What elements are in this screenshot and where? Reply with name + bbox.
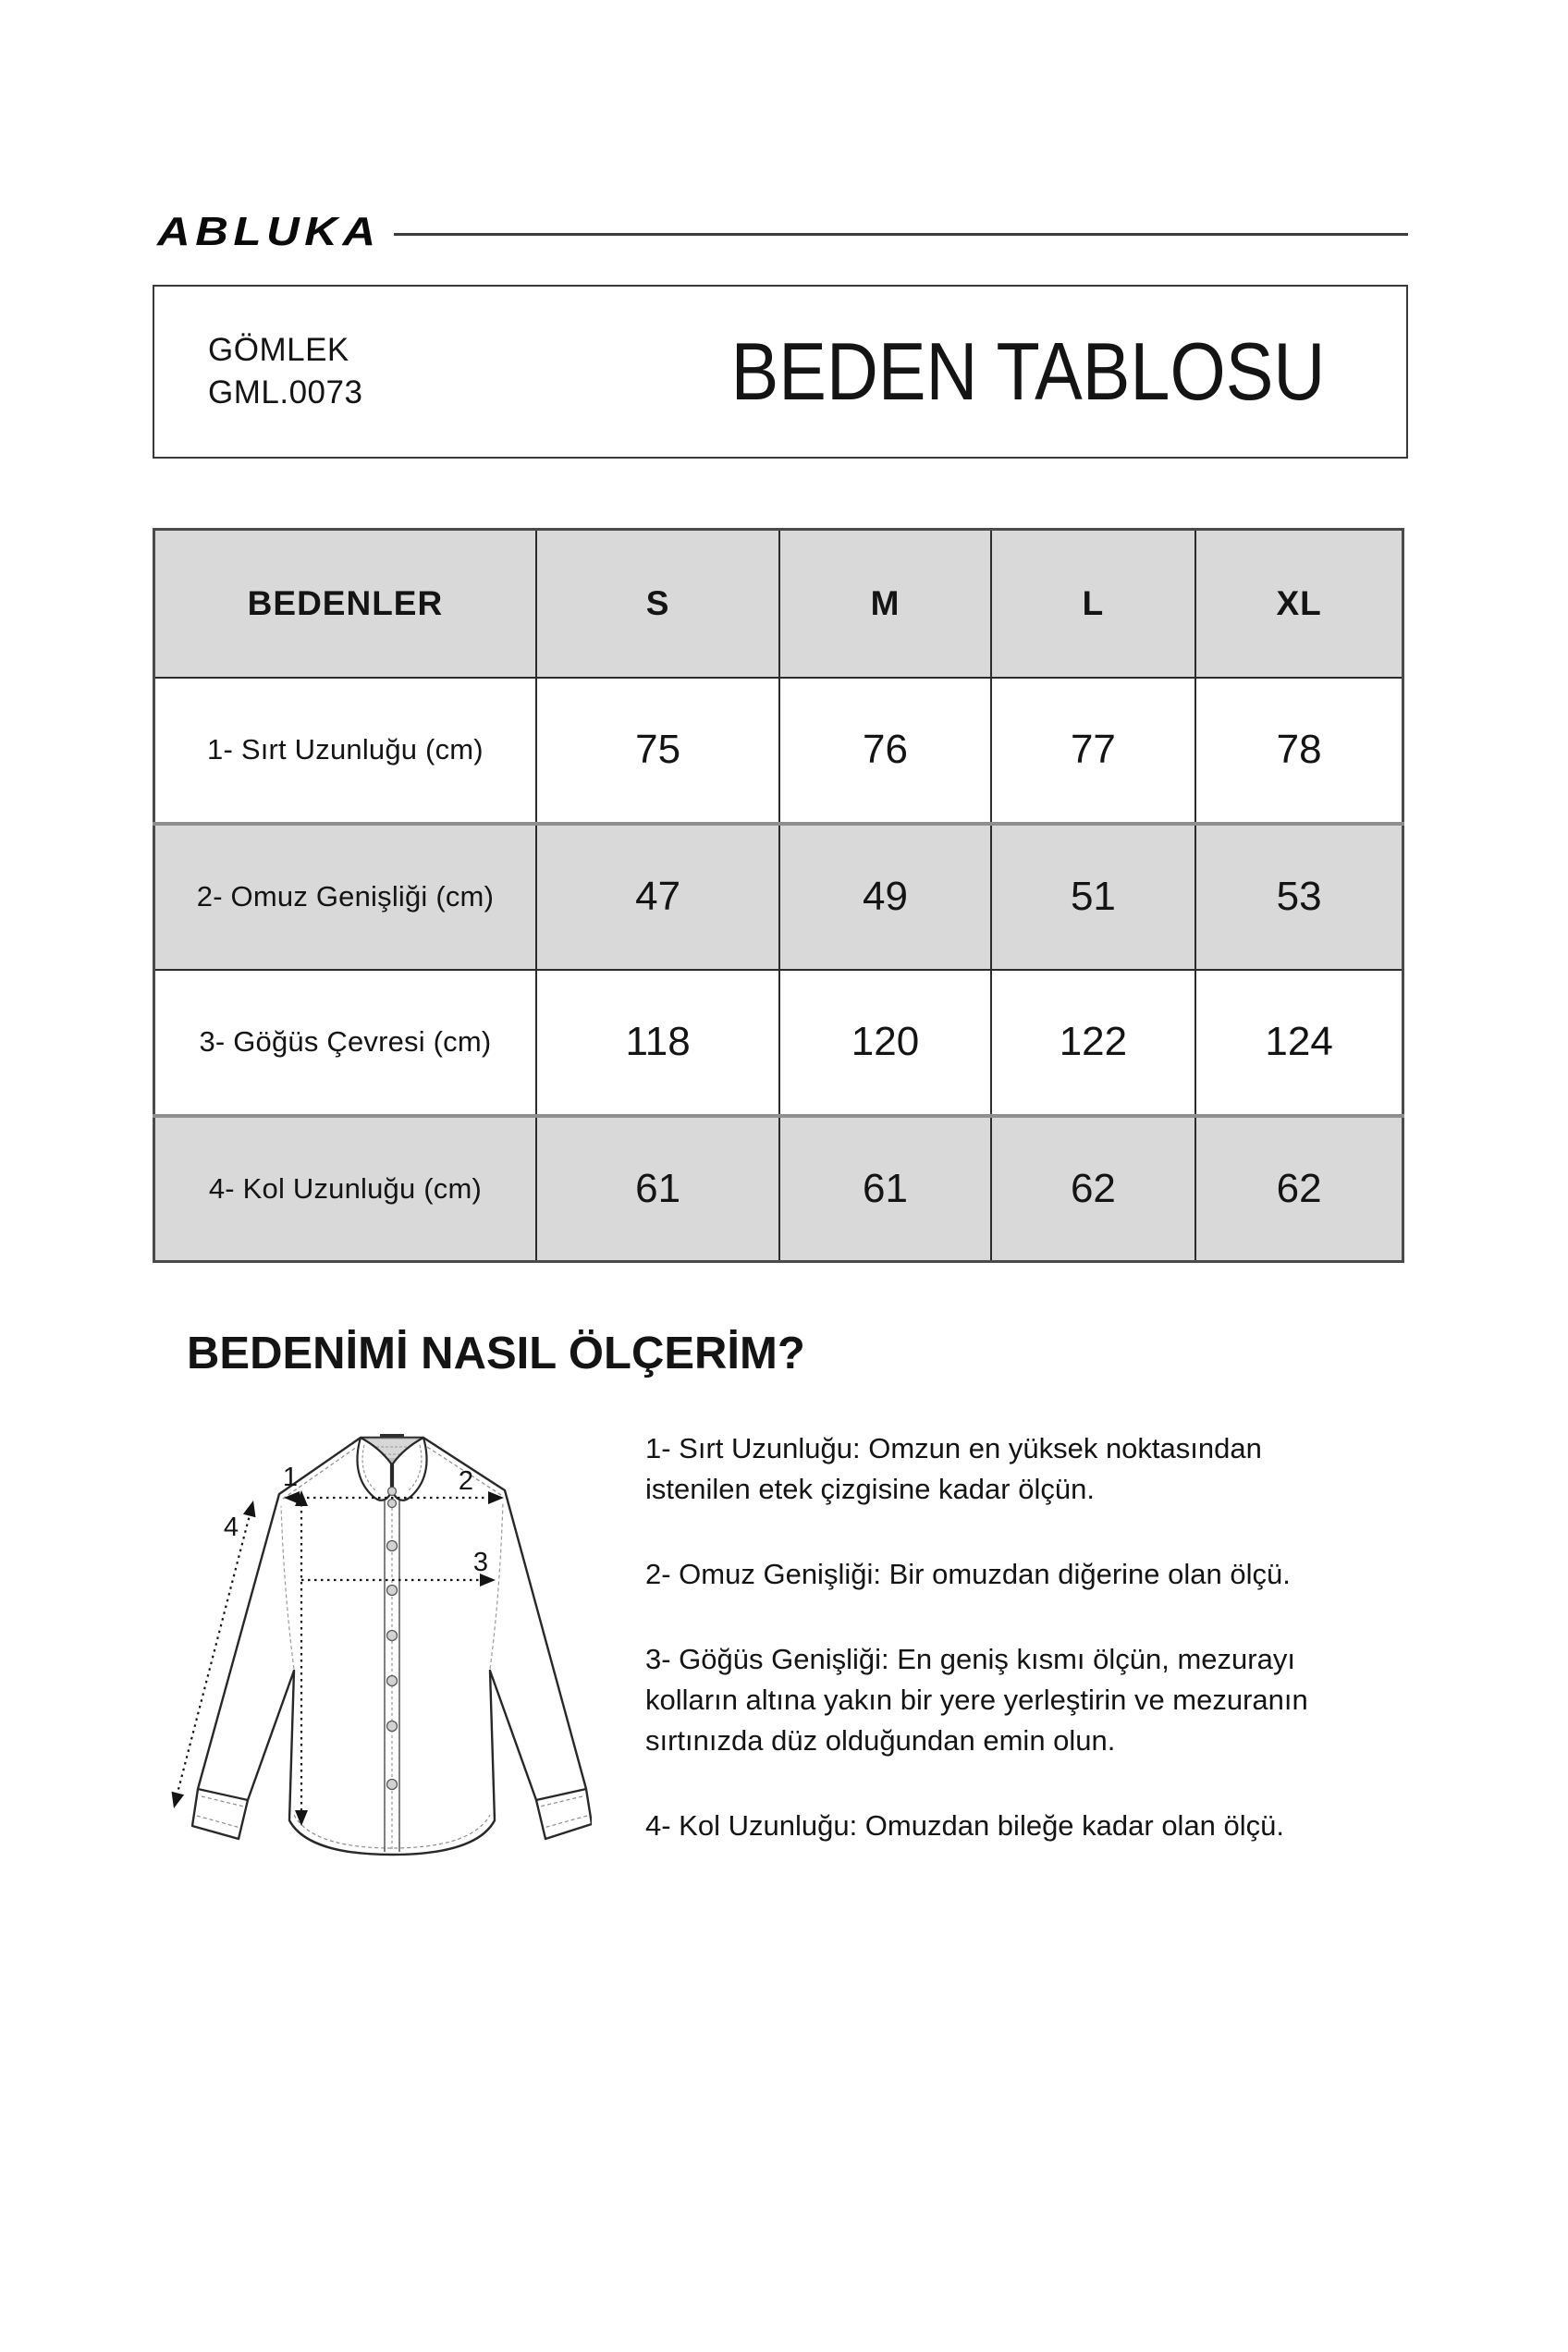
table-row: [154, 970, 1403, 1116]
cell-value: 124: [1195, 970, 1403, 1116]
instruction-sirt-uzunlugu: 1- Sırt Uzunluğu: Omzun en yüksek noktasından istenilen etek çizgisine kadar ölçün.: [645, 1432, 1262, 1506]
col-header-xl: XL: [1195, 530, 1403, 678]
col-header-l: L: [991, 530, 1196, 678]
col-header-s: S: [536, 530, 779, 678]
cell-value: 51: [991, 824, 1196, 970]
row-label-sirt-uzunlugu: 1- Sırt Uzunluğu (cm): [207, 733, 484, 766]
table-row: [154, 824, 1403, 970]
cell-value: 62: [991, 1116, 1196, 1262]
table-row: [154, 1116, 1403, 1262]
row-label-omuz-genisligi: 2- Omuz Genişliği (cm): [196, 880, 495, 913]
size-table: [153, 528, 1404, 1263]
product-code: GML.0073: [208, 374, 363, 410]
cell-value: 118: [536, 970, 779, 1116]
header-rule: [394, 233, 1408, 236]
col-header-m: M: [779, 530, 990, 678]
shirt-diagram: [155, 1432, 592, 1862]
measure-section-heading: BEDENİMİ NASIL ÖLÇERİM?: [187, 1329, 805, 1378]
row-label-kol-uzunlugu: 4- Kol Uzunluğu (cm): [208, 1171, 483, 1205]
diagram-label-2: 2: [458, 1466, 474, 1496]
diagram-label-3: 3: [472, 1548, 489, 1577]
cell-value: 75: [536, 678, 779, 824]
cell-value: 76: [779, 678, 990, 824]
size-table-header-row: [154, 530, 1403, 678]
title-box: [153, 285, 1408, 459]
cell-value: 120: [779, 970, 990, 1116]
diagram-label-4: 4: [223, 1513, 239, 1542]
measure-instructions: [645, 1428, 1365, 1891]
cell-value: 62: [1195, 1116, 1403, 1262]
cell-value: 122: [991, 970, 1196, 1116]
cell-value: 61: [779, 1116, 990, 1262]
cell-value: 78: [1195, 678, 1403, 824]
cell-value: 53: [1195, 824, 1403, 970]
product-type: GÖMLEK: [208, 331, 349, 368]
table-row: [154, 678, 1403, 824]
instruction-omuz-genisligi: 2- Omuz Genişliği: Bir omuzdan diğerine olan ölçü.: [645, 1558, 1291, 1591]
cell-value: 49: [779, 824, 990, 970]
instruction-kol-uzunlugu: 4- Kol Uzunluğu: Omuzdan bileğe kadar olan ölçü.: [645, 1809, 1285, 1843]
col-header-bedenler: BEDENLER: [247, 583, 444, 622]
instruction-gogus-genisligi: 3- Göğüs Genişliği: En geniş kısmı ölçün, mezurayı kolların altına yakın bir yere yerleştirin ve mezuranın sırtınızda düz olduğundan emin olun.: [645, 1643, 1308, 1758]
product-info: [208, 329, 362, 414]
brand-header: [157, 209, 1408, 255]
row-label-gogus-cevresi: 3- Göğüs Çevresi (cm): [199, 1025, 492, 1058]
diagram-label-1: 1: [282, 1463, 299, 1492]
cell-value: 47: [536, 824, 779, 970]
cell-value: 77: [991, 678, 1196, 824]
page-title: BEDEN TABLOSU: [730, 325, 1325, 417]
cell-value: 61: [536, 1116, 779, 1262]
brand-logo: ABLUKA: [157, 209, 381, 254]
